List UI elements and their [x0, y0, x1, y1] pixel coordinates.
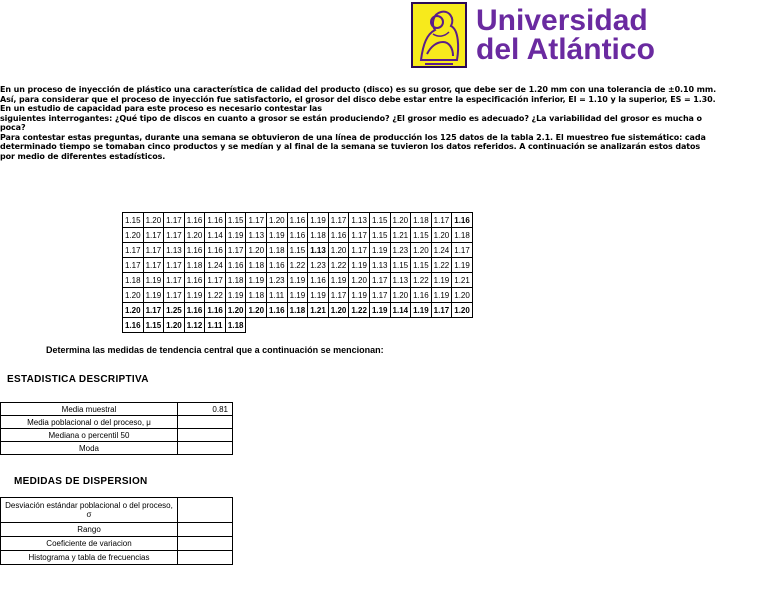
data-cell[interactable]: 1.20 [431, 228, 452, 243]
hugging-figures-icon [413, 4, 465, 66]
data-cell[interactable]: 1.19 [369, 243, 390, 258]
data-cell[interactable]: 1.15 [369, 213, 390, 228]
table-row [123, 273, 473, 288]
data-cell[interactable]: 1.13 [349, 213, 370, 228]
data-cell[interactable]: 1.16 [184, 303, 205, 318]
data-cell[interactable]: 1.17 [143, 243, 164, 258]
table-row [1, 403, 233, 416]
table-row [123, 318, 473, 333]
data-cell[interactable]: 1.18 [225, 318, 246, 333]
stat-value-cell[interactable]: 0.81 [178, 403, 233, 416]
data-cell[interactable]: 1.13 [308, 243, 329, 258]
stat-label: Coeficiente de variacion [1, 537, 178, 551]
university-name-line1: Universidad [476, 4, 648, 37]
data-cell[interactable]: 1.19 [246, 273, 267, 288]
data-cell[interactable]: 1.19 [349, 288, 370, 303]
intro-line: En un estudio de capacidad para este proceso es necesario contestar las [0, 104, 322, 113]
stat-label: Moda [1, 442, 178, 455]
table-row [1, 551, 233, 565]
data-cell[interactable]: 1.20 [246, 303, 267, 318]
stat-label: Histograma y tabla de frecuencias [1, 551, 178, 565]
data-cell[interactable]: 1.16 [225, 258, 246, 273]
data-cell[interactable]: 1.20 [452, 303, 473, 318]
data-cell[interactable]: 1.17 [123, 258, 144, 273]
data-cell[interactable]: 1.16 [184, 273, 205, 288]
intro-line: Para contestar estas preguntas, durante una semana se obtuvieron de una línea de producción los 125 datos de la tabla 2.1. El muestreo fue sistemático: cada [0, 132, 706, 142]
data-cell[interactable]: 1.11 [267, 288, 288, 303]
data-cell[interactable]: 1.20 [267, 213, 288, 228]
intro-line: determinado tiempo se tomaban cinco productos y se medían y al final de la semana se tuvieron los datos referidos. A continuación se analizarán estos datos [0, 142, 701, 151]
data-cell[interactable]: 1.17 [123, 243, 144, 258]
data-cell[interactable]: 1.24 [431, 243, 452, 258]
table-row [1, 429, 233, 442]
table-row [1, 537, 233, 551]
stat-label: Media poblacional o del proceso, μ [1, 416, 178, 429]
stat-label: Media muestral [1, 403, 178, 416]
data-cell[interactable]: 1.15 [411, 228, 432, 243]
data-cell[interactable]: 1.17 [431, 213, 452, 228]
data-cell[interactable]: 1.17 [164, 288, 185, 303]
data-cell[interactable]: 1.19 [225, 228, 246, 243]
data-cell[interactable]: 1.17 [369, 273, 390, 288]
data-cell[interactable]: 1.18 [267, 243, 288, 258]
data-cell[interactable]: 1.20 [123, 288, 144, 303]
intro-line: por medio de diferentes estadísticos. [0, 151, 166, 161]
data-cell[interactable]: 1.17 [143, 258, 164, 273]
data-cell[interactable]: 1.16 [411, 288, 432, 303]
data-cell[interactable]: 1.16 [205, 303, 226, 318]
descriptive-title: ESTADISTICA DESCRIPTIVA [7, 374, 149, 385]
intro-line: siguientes interrogantes: ¿Qué tipo de discos en cuanto a grosor se están produciendo? ¿El grosor medio es adecuado? ¿La variabilidad del grosor es mucha o [0, 113, 702, 123]
university-logo [411, 2, 467, 68]
data-cell[interactable]: 1.21 [452, 273, 473, 288]
stat-value-cell[interactable] [178, 498, 233, 523]
table-row [123, 228, 473, 243]
data-cell[interactable]: 1.19 [349, 258, 370, 273]
data-cell[interactable]: 1.13 [390, 273, 411, 288]
data-cell[interactable]: 1.18 [411, 213, 432, 228]
data-cell[interactable]: 1.19 [308, 288, 329, 303]
data-cell[interactable]: 1.17 [205, 273, 226, 288]
stat-value-cell[interactable] [178, 537, 233, 551]
university-name-line2: del Atlántico [476, 33, 655, 66]
table-row [123, 303, 473, 318]
data-cell[interactable]: 1.25 [164, 303, 185, 318]
data-cell[interactable]: 1.20 [349, 273, 370, 288]
data-cell[interactable]: 1.15 [390, 258, 411, 273]
data-cell[interactable]: 1.15 [143, 318, 164, 333]
data-cell[interactable]: 1.22 [411, 273, 432, 288]
data-cell[interactable]: 1.20 [411, 243, 432, 258]
data-cell[interactable]: 1.14 [205, 228, 226, 243]
data-cell[interactable]: 1.16 [308, 273, 329, 288]
stat-label: Desviación estándar poblacional o del proceso, σ [1, 498, 178, 523]
data-cell[interactable]: 1.20 [328, 303, 349, 318]
data-cell[interactable]: 1.17 [328, 288, 349, 303]
data-cell[interactable]: 1.22 [287, 258, 308, 273]
data-cell[interactable]: 1.20 [390, 288, 411, 303]
data-cell[interactable]: 1.20 [452, 288, 473, 303]
data-cell[interactable]: 1.23 [390, 243, 411, 258]
data-cell[interactable]: 1.19 [369, 303, 390, 318]
data-cell[interactable]: 1.22 [431, 258, 452, 273]
stat-value-cell[interactable] [178, 416, 233, 429]
data-cell[interactable]: 1.17 [143, 303, 164, 318]
data-cell[interactable]: 1.23 [267, 273, 288, 288]
stat-value-cell[interactable] [178, 523, 233, 537]
task-instruction: Determina las medidas de tendencia central que a continuación se mencionan: [46, 345, 384, 355]
data-cell[interactable]: 1.21 [390, 228, 411, 243]
data-cell[interactable]: 1.17 [143, 228, 164, 243]
table-row [123, 213, 473, 228]
data-cell[interactable]: 1.19 [308, 213, 329, 228]
data-cell[interactable]: 1.20 [390, 213, 411, 228]
data-cell[interactable]: 1.16 [287, 228, 308, 243]
data-cell[interactable]: 1.17 [349, 228, 370, 243]
data-cell[interactable]: 1.19 [287, 288, 308, 303]
data-cell[interactable]: 1.19 [452, 258, 473, 273]
data-cell[interactable]: 1.15 [411, 258, 432, 273]
table-row [123, 258, 473, 273]
problem-statement [0, 85, 760, 161]
dispersion-title: MEDIDAS DE DISPERSION [14, 476, 148, 487]
data-cell[interactable]: 1.17 [349, 243, 370, 258]
descriptive-stats-table [0, 402, 233, 455]
stat-value-cell[interactable] [178, 551, 233, 565]
data-cell[interactable]: 1.17 [164, 273, 185, 288]
stat-label: Rango [1, 523, 178, 537]
stat-label: Mediana o percentil 50 [1, 429, 178, 442]
data-cell[interactable]: 1.13 [164, 243, 185, 258]
data-cell[interactable]: 1.21 [308, 303, 329, 318]
data-cell[interactable]: 1.11 [205, 318, 226, 333]
data-cell[interactable]: 1.19 [143, 273, 164, 288]
data-cell[interactable]: 1.22 [328, 258, 349, 273]
data-cell[interactable]: 1.20 [123, 303, 144, 318]
data-cell[interactable]: 1.17 [328, 213, 349, 228]
data-cell[interactable]: 1.19 [267, 228, 288, 243]
university-name [476, 6, 655, 64]
data-cell[interactable]: 1.22 [349, 303, 370, 318]
data-cell[interactable]: 1.24 [205, 258, 226, 273]
stat-value-cell[interactable] [178, 429, 233, 442]
data-cell[interactable]: 1.19 [431, 288, 452, 303]
intro-line: En un proceso de inyección de plástico una característica de calidad del producto (disco) es su grosor, que debe ser de 1.20 mm con una tolerancia de ±0.10 mm. [0, 85, 717, 94]
data-cell[interactable]: 1.14 [390, 303, 411, 318]
data-cell[interactable]: 1.19 [225, 288, 246, 303]
data-cell[interactable]: 1.18 [287, 303, 308, 318]
data-cell[interactable]: 1.19 [411, 303, 432, 318]
data-cell[interactable]: 1.16 [205, 213, 226, 228]
data-cell[interactable]: 1.13 [369, 258, 390, 273]
data-cell[interactable]: 1.18 [452, 228, 473, 243]
data-cell[interactable]: 1.17 [164, 228, 185, 243]
data-cell[interactable]: 1.13 [246, 228, 267, 243]
intro-line: poca? [0, 123, 26, 132]
data-cell[interactable]: 1.22 [205, 288, 226, 303]
data-cell[interactable]: 1.20 [184, 228, 205, 243]
data-cell[interactable]: 1.18 [123, 273, 144, 288]
thickness-data-table [122, 212, 473, 333]
data-cell[interactable]: 1.15 [123, 213, 144, 228]
data-cell[interactable]: 1.16 [267, 303, 288, 318]
data-cell[interactable]: 1.15 [369, 228, 390, 243]
data-cell[interactable]: 1.17 [431, 303, 452, 318]
data-cell[interactable]: 1.16 [205, 243, 226, 258]
data-cell[interactable]: 1.16 [184, 213, 205, 228]
data-cell[interactable]: 1.18 [225, 273, 246, 288]
data-cell[interactable]: 1.17 [164, 213, 185, 228]
data-cell[interactable]: 1.17 [225, 243, 246, 258]
data-cell[interactable]: 1.18 [308, 228, 329, 243]
table-row [1, 442, 233, 455]
data-cell[interactable]: 1.16 [267, 258, 288, 273]
data-cell[interactable]: 1.16 [123, 318, 144, 333]
data-cell[interactable]: 1.15 [287, 243, 308, 258]
data-cell[interactable]: 1.17 [164, 258, 185, 273]
data-cell[interactable]: 1.16 [287, 213, 308, 228]
table-row [123, 243, 473, 258]
data-cell[interactable]: 1.19 [431, 273, 452, 288]
data-cell[interactable]: 1.17 [369, 288, 390, 303]
data-cell[interactable]: 1.18 [246, 258, 267, 273]
intro-line: Así, para considerar que el proceso de inyección fue satisfactorio, el grosor del disco debe estar entre la especificación inferior, EI = 1.10 y la superior, ES = 1.30. [0, 94, 716, 104]
data-cell[interactable]: 1.16 [184, 243, 205, 258]
table-row [1, 498, 233, 523]
table-row [1, 523, 233, 537]
table-row [123, 288, 473, 303]
data-cell[interactable]: 1.15 [225, 213, 246, 228]
data-cell[interactable]: 1.20 [123, 228, 144, 243]
data-cell[interactable]: 1.19 [184, 288, 205, 303]
data-cell[interactable]: 1.17 [246, 213, 267, 228]
data-cell[interactable]: 1.16 [328, 228, 349, 243]
data-cell[interactable]: 1.12 [184, 318, 205, 333]
data-cell[interactable]: 1.18 [184, 258, 205, 273]
stat-value-cell[interactable] [178, 442, 233, 455]
data-cell[interactable]: 1.20 [143, 213, 164, 228]
data-cell[interactable]: 1.18 [246, 288, 267, 303]
data-cell[interactable]: 1.20 [328, 243, 349, 258]
data-cell[interactable]: 1.20 [225, 303, 246, 318]
table-row [1, 416, 233, 429]
data-cell[interactable]: 1.19 [287, 273, 308, 288]
dispersion-table [0, 497, 233, 565]
data-cell[interactable]: 1.19 [328, 273, 349, 288]
data-cell[interactable]: 1.20 [246, 243, 267, 258]
data-cell[interactable]: 1.17 [452, 243, 473, 258]
data-cell[interactable]: 1.16 [452, 213, 473, 228]
data-cell[interactable]: 1.23 [308, 258, 329, 273]
data-cell[interactable]: 1.20 [164, 318, 185, 333]
data-cell[interactable]: 1.19 [143, 288, 164, 303]
